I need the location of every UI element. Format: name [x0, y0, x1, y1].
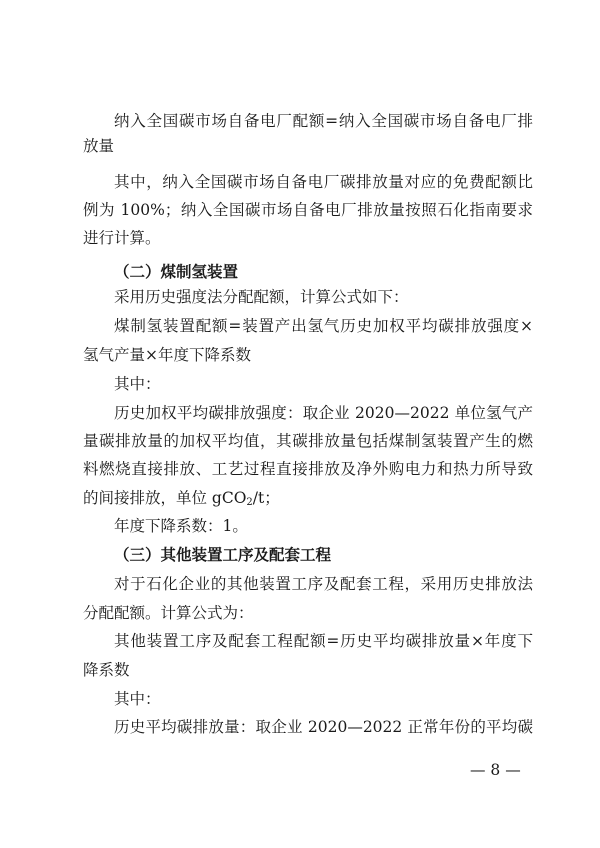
- paragraph-line: 其中：: [114, 375, 161, 393]
- paragraph-line: 放量: [83, 137, 115, 155]
- paragraph-line: 历史加权平均碳排放强度：取企业 2020—2022 单位氢气产: [114, 404, 533, 422]
- paragraph-line: 年度下降系数：1。: [114, 517, 248, 535]
- unit-text: 的间接排放，单位 gCO: [83, 489, 247, 507]
- section-heading: （二）煤制氢装置: [114, 262, 239, 281]
- paragraph-line: 采用历史强度法分配配额，计算公式如下：: [114, 288, 409, 306]
- paragraph-line: 进行计算。: [83, 229, 161, 247]
- paragraph-line: 料燃烧直接排放、工艺过程直接排放及净外购电力和热力所导致: [83, 460, 533, 478]
- unit-suffix: /t；: [252, 489, 280, 507]
- paragraph-line: 其中：: [114, 690, 161, 708]
- page-number: — 8 —: [470, 761, 521, 779]
- paragraph-line: 降系数: [83, 661, 130, 679]
- paragraph-line: 对于石化企业的其他装置工序及配套工程，采用历史排放法: [114, 575, 533, 593]
- paragraph-line: 分配配额。计算公式为：: [83, 604, 254, 622]
- section-heading: （三）其他装置工序及配套工程: [114, 545, 332, 564]
- paragraph-line: 例为 100%；纳入全国碳市场自备电厂排放量按照石化指南要求: [83, 201, 533, 219]
- unit-subscript: 2: [246, 497, 253, 508]
- paragraph-line: [83, 488, 533, 508]
- paragraph-line: 煤制氢装置配额=装置产出氢气历史加权平均碳排放强度×: [114, 317, 533, 335]
- paragraph-line: 其中，纳入全国碳市场自备电厂碳排放量对应的免费配额比: [114, 173, 533, 191]
- paragraph-line: 纳入全国碳市场自备电厂配额=纳入全国碳市场自备电厂排: [114, 112, 533, 130]
- paragraph-line: 其他装置工序及配套工程配额=历史平均碳排放量×年度下: [114, 632, 533, 650]
- paragraph-line: 量碳排放量的加权平均值，其碳排放量包括煤制氢装置产生的燃: [83, 432, 533, 450]
- paragraph-line: 历史平均碳排放量：取企业 2020—2022 正常年份的平均碳: [114, 718, 533, 736]
- paragraph-line: 氢气产量×年度下降系数: [83, 346, 251, 364]
